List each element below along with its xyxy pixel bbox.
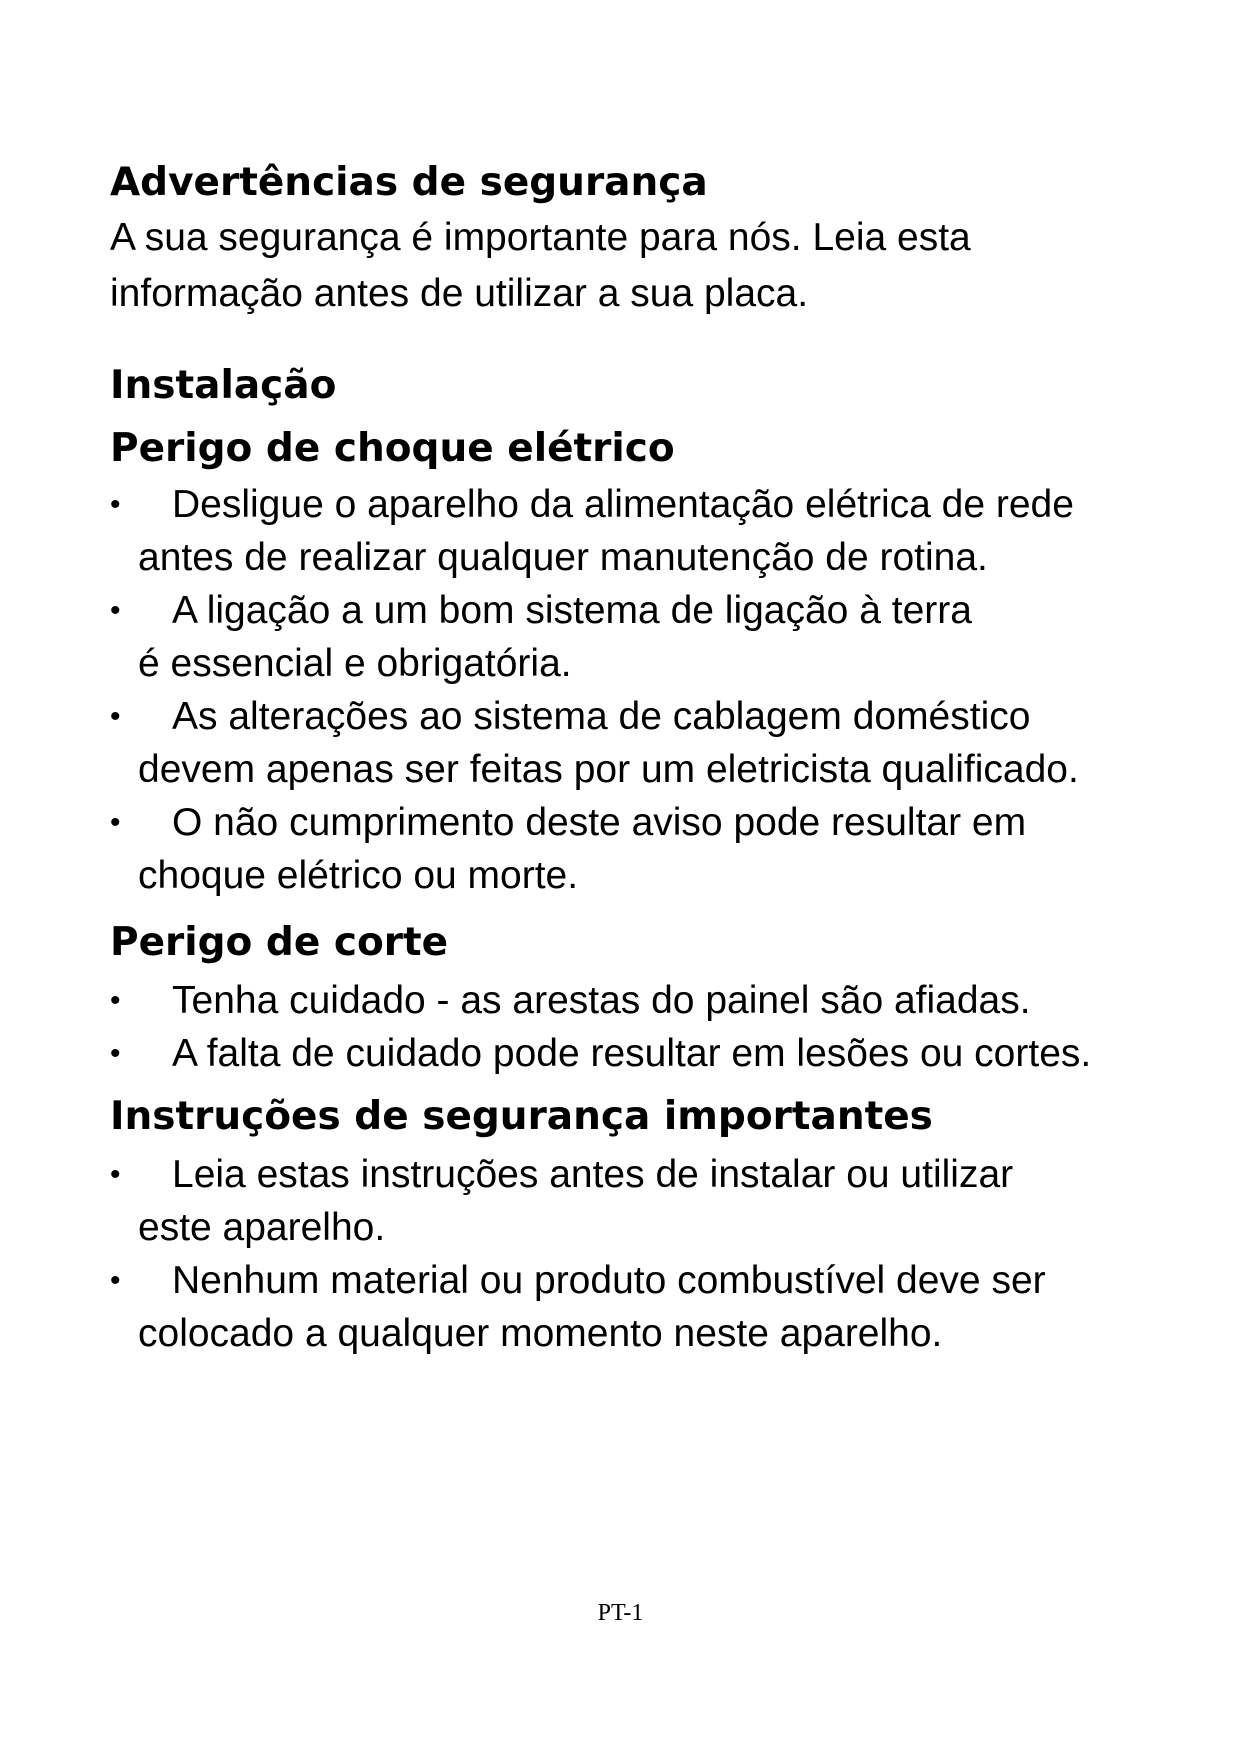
bullet-icon: • (110, 488, 121, 521)
intro-section (110, 158, 1170, 322)
list-item-line: As alterações ao sistema de cablagem doméstico (172, 695, 1031, 738)
list-item (110, 584, 1170, 690)
list-item-line: este aparelho. (138, 1206, 386, 1249)
intro-line: A sua segurança é importante para nós. Leia esta (110, 216, 971, 259)
page-title: Advertências de segurança (110, 160, 708, 205)
important-section (110, 1092, 1170, 1360)
shock-list (110, 478, 1170, 902)
section-heading-important: Instruções de segurança importantes (110, 1094, 933, 1139)
list-item (110, 974, 1170, 1027)
bullet-icon: • (110, 984, 121, 1017)
intro-line: informação antes de utilizar a sua placa. (110, 272, 809, 315)
list-item-line: Nenhum material ou produto combustível deve ser (172, 1259, 1046, 1302)
section-heading-installation: Instalação (110, 363, 337, 408)
list-item-line: Desligue o aparelho da alimentação elétrica de rede (172, 483, 1074, 526)
list-item (110, 1254, 1170, 1360)
bullet-icon: • (110, 1158, 121, 1191)
section-heading-cut: Perigo de corte (110, 920, 449, 965)
important-list (110, 1148, 1170, 1360)
list-item-line: A falta de cuidado pode resultar em lesões ou cortes. (172, 1032, 1092, 1075)
list-item-line: devem apenas ser feitas por um eletricista qualificado. (138, 748, 1079, 791)
list-item (110, 1027, 1170, 1080)
list-item-line: A ligação a um bom sistema de ligação à terra (172, 589, 972, 632)
list-item (110, 478, 1170, 584)
section-heading-shock: Perigo de choque elétrico (110, 426, 675, 471)
bullet-icon: • (110, 1264, 121, 1297)
list-item (110, 1148, 1170, 1254)
page-number: PT-1 (597, 1600, 644, 1626)
cut-list (110, 974, 1170, 1080)
list-item-line: Leia estas instruções antes de instalar ou utilizar (172, 1153, 1014, 1196)
list-item-line: antes de realizar qualquer manutenção de rotina. (138, 536, 988, 579)
bullet-icon: • (110, 594, 121, 627)
bullet-icon: • (110, 806, 121, 839)
bullet-icon: • (110, 700, 121, 733)
list-item-line: Tenha cuidado - as arestas do painel são afiadas. (172, 979, 1031, 1022)
installation-section (110, 361, 1170, 411)
bullet-icon: • (110, 1037, 121, 1070)
cut-section (110, 918, 1170, 1080)
list-item (110, 796, 1170, 902)
list-item-line: é essencial e obrigatória. (138, 642, 572, 685)
shock-section (110, 424, 1170, 902)
list-item-line: choque elétrico ou morte. (138, 854, 579, 897)
list-item-line: colocado a qualquer momento neste aparelho. (138, 1312, 943, 1355)
intro-paragraph (110, 210, 1170, 322)
list-item-line: O não cumprimento deste aviso pode resultar em (172, 801, 1027, 844)
list-item (110, 690, 1170, 796)
